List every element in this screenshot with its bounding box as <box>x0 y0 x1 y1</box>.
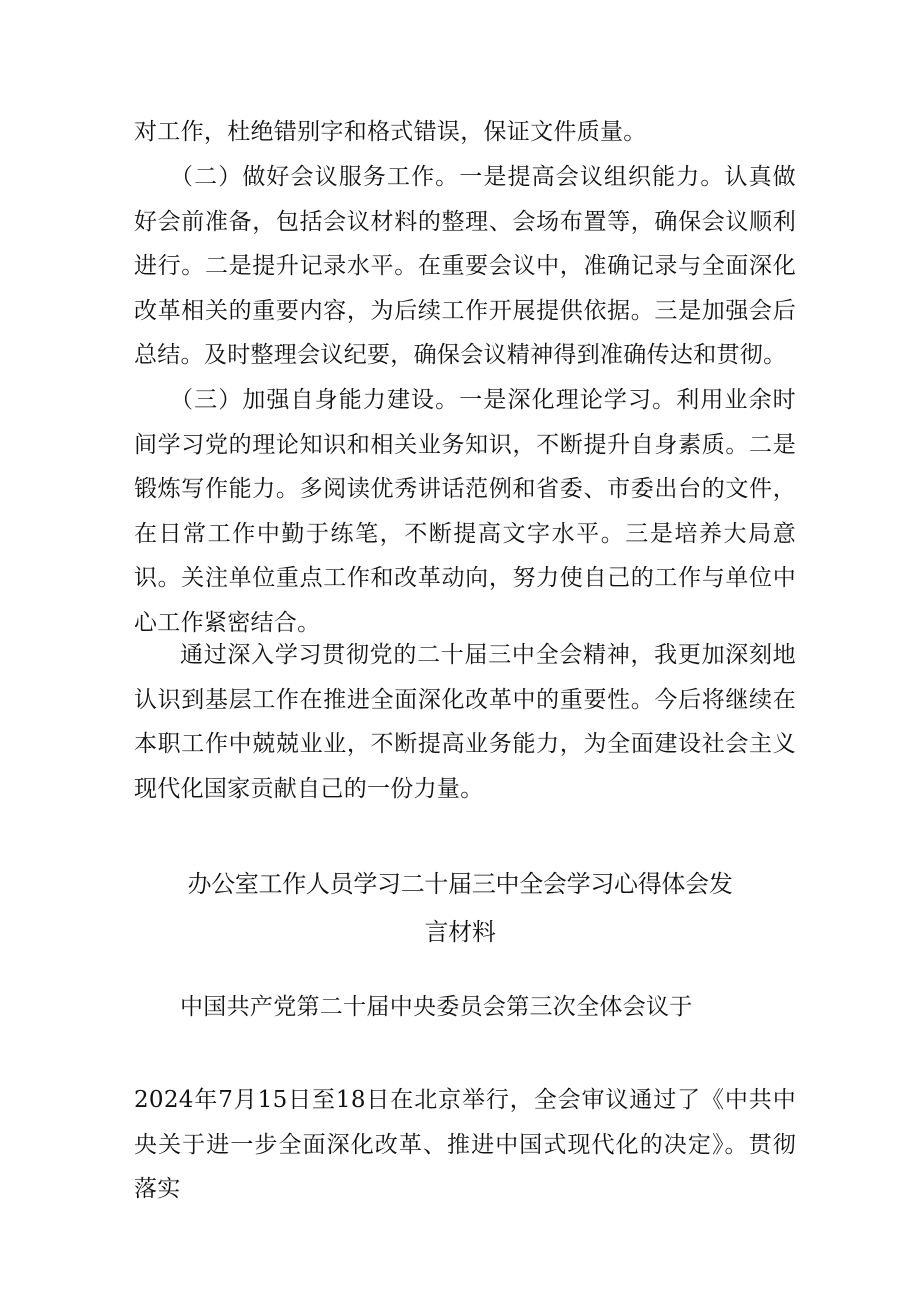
paragraph-conclusion: 通过深入学习贯彻党的二十届三中全会精神，我更加深刻地认识到基层工作在推进全面深化改革中的重要性。今后将继续在本职工作中兢兢业业，不断提高业务能力，为全面建设社会主义现代化国家贡献自己的一份力量。 <box>134 642 796 802</box>
paragraph-intro: 中国共产党第二十届中央委员会第三次全体会议于 <box>180 994 693 1020</box>
paragraph-continuation: 对工作，杜绝错别字和格式错误，保证文件质量。 <box>134 119 647 145</box>
title-line-1: 办公室工作人员学习二十届三中全会学习心得体会发 <box>187 870 733 898</box>
paragraph-self-capability: （三）加强自身能力建设。一是深化理论学习。利用业余时间学习党的理论知识和相关业务知识，不断提升自身素质。二是锻炼写作能力。多阅读优秀讲话范例和省委、市委出台的文件，在日常工作中勤于练笔，不断提高文字水平。三是培养大局意识。关注单位重点工作和改革动向，努力使自己的工作与单位中心工作紧密结合。 <box>134 387 796 636</box>
paragraph-plenum-info: 2024年7月15日至18日在北京举行，全会审议通过了《中共中央关于进一步全面深化改革、推进中国式现代化的决定》。贯彻落实 <box>134 1087 796 1202</box>
paragraph-meeting-service: （二）做好会议服务工作。一是提高会议组织能力。认真做好会前准备，包括会议材料的整理、会场布置等，确保会议顺利进行。二是提升记录水平。在重要会议中，准确记录与全面深化改革相关的重要内容，为后续工作开展提供依据。三是加强会后总结。及时整理会议纪要，确保会议精神得到准确传达和贯彻。 <box>134 164 796 368</box>
title-line-2: 言材料 <box>424 918 496 946</box>
document-title <box>150 860 770 956</box>
